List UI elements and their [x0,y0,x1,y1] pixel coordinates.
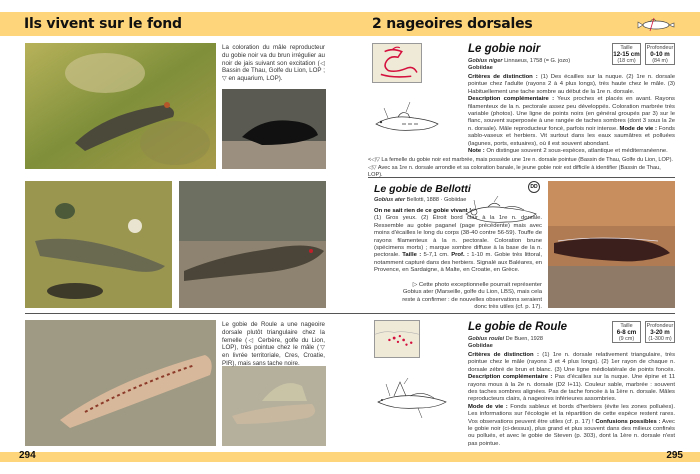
depth-label: Profondeur [646,323,674,329]
habitat-text: Fonds sableux et bords d'herbiers (évite les zones polluées). Les informations sur l'écologie et la répartition de cette espèce restent rares. Vos observations peuvent être utiles (cf. p. 17) ! [468,403,675,425]
section-title-right: 2 nageoires dorsales [372,16,533,32]
depth-box-gobie-roule [645,321,675,343]
caption-gobie-noir-coloration: La coloration du mâle reproducteur du gobie noir va du brun irrégulier au noir de jais suivant son excitation (◁ Bassin de Thau, Golfe du Lion, LOP ; ▽ en aquarium, LOP). [222,44,325,83]
size-value: 12-15 cm [613,50,640,58]
gobie-bellotti-photo [548,181,675,308]
habitat-text: Gobie très littoral, notamment capturé dans des herbiers. Signalé aux Baléares, en Provence, en Sardaigne, à Malte, en Croatie, en Grèce. [374,252,542,274]
species-title-gobie-noir: Le gobie noir [468,43,541,55]
family-gobie-noir: Gobiidae [468,65,493,71]
habitat-label: Mode de vie : [468,403,508,410]
gobie-noir-main-photo [25,43,216,169]
gobie-noir-juvenile-photo [179,181,326,308]
description-label: Description complémentaire : [468,374,553,381]
species-scientific-gobie-noir [468,58,570,65]
body-gobie-noir [468,74,675,155]
species-scientific-gobie-bellotti [374,197,466,204]
author: Bellotti, 1888 · Gobiidae [406,197,467,203]
drawing-gobie-roule [374,378,450,420]
size-box-gobie-roule [612,321,641,343]
intro-text: On ne sait rien de ce gobie vivant ! [374,208,472,214]
size-label: Taille [620,323,633,329]
photo-caption-gobie-bellotti: ▷ Cette photo exceptionnelle pourrait représenter Gobius ater (Marseille, golfe du Lion, LBS), mais cela reste à confirmer : de nouvelles observations seraient donc très utiles (cf. p. 17). [402,282,542,311]
description-text: Pas d'écailles sur la nuque. Une épine et 11 rayons mous à la 2e n. dorsale (D2 I+11). Couleur sable, marbrée : souvent des taches sombres alignées. Pas de tache foncée à la 1ère n. dorsale. Mâles reproducteurs clairs, à nageoires inférieures assombries. [468,374,675,403]
caption-gobie-roule-dorsale: Le gobie de Roule a une nageoire dorsale plutôt triangulaire chez la femelle (◁ Cerbère, golfe du Lion, LOP), très pointue chez le mâle (▽ en livrée territoriale, Cres, Croatie, PIR), mais sans tache noire. [222,321,325,367]
fish-pictogram-icon [636,16,676,32]
depth-value: 0-10 m [650,50,670,58]
range-map-gobie-roule [374,320,420,358]
gobie-noir-dark-photo [222,89,326,169]
gobie-roule-male-photo [222,366,326,446]
description-label: Description complémentaire : [468,96,555,103]
species-title-gobie-bellotti: Le gobie de Bellotti [374,183,471,195]
page-number-left: 294 [19,450,36,461]
species-title-gobie-roule: Le gobie de Roule [468,321,568,333]
photo-caption-gobie-noir-female: <◁▽ La femelle du gobie noir est marbrée, mais possède une 1re n. dorsale pointue (Bassin de Thau, Golfe du Lion, LOP). [368,157,673,163]
header-band-left [0,12,350,36]
size-max: (9 cm) [618,336,635,343]
depth-label: Profondeur [646,45,674,51]
note-text: On distingue souvent 2 sous-espèces, atlantique et méditerranéenne. [486,148,668,155]
description-text: Yeux proches et placés en avant. Rayons filamenteux de la n. pectorale assez peu développés. Coloration marbrée très variable (photos). Une ligne de points noirs (en général groupés par 3) sur le flanc, souvent superposée à une rangée de taches sombres (dont 3 sous la 2e n. dorsale). Mâle reproducteur foncé, parfois noir intense. [468,96,675,132]
confusion-text: Avec le gobie noir (ci-dessus), plus grand et plus souvent dans des milieux confinés ou pollués, et avec le gobie de Steven (p. 303), dont la 1ère n. dorsale n'est pas pointue. [468,418,675,447]
criteria-text: (1) 1re n. dorsale relativement triangulaire, très pointue chez le mâle (rayons 3 et 4 plus longs). (2) 1er rayon de chaque n. dorsale zébré de brun et blanc. (3) Une ligne médiolatérale de points foncés. [468,352,676,373]
scientific-name: Gobius roulei [468,336,505,342]
size-max: (18 cm) [617,58,636,65]
header-band-right [350,12,700,36]
photo-caption-gobie-noir-juvenile: ◁▽ Avec sa 1re n. dorsale arrondie et sa coloration banale, le jeune gobie noir est difficile à identifier (Bassin de Thau, LOP). [368,165,661,179]
description-text: (1) Gros yeux. (2) Étroit bord clair à la 1re n. dorsale. Ressemble au gobie paganel (page précédente) mais avec moins d'écailles le long du corps (38-40 contre 56-59). Touffe de rayons filamenteux à la n. pectorale. Coloration brune (spécimens morts) ; marque sombre diffuse à la base de la n. pectorale. [374,215,542,259]
size-label: Taille : [402,252,422,259]
depth-value: 3-20 m [650,328,670,336]
depth-label: Prof. : [451,252,469,259]
criteria-text: (1) Des écailles sur la nuque. (2) 1re n. dorsale pointue chez l'adulte (rayons 2 à 4 plus longs), très haute chez le mâle. (3) Habituellement une tache sombre au début de la 1re n. dorsale. [468,74,676,95]
scientific-name: Gobius ater [374,197,406,203]
author: Linnaeus, 1758 (= G. jozo) [504,58,571,64]
divider-top [25,313,675,314]
criteria-label: Critères de distinction : [468,352,539,358]
drawing-gobie-noir [372,100,442,140]
depth-value: 1-10 m. [471,252,492,259]
species-scientific-gobie-roule [468,336,543,343]
status-badge-dd: DD [528,181,540,193]
size-box-gobie-noir [612,43,641,65]
habitat-text: Fonds sablo-vaseux et herbiers. Vit surtout dans les eaux saumâtres et polluées (lagunes, ports, estuaires), où il est souvent abondant. [468,125,675,147]
range-map-gobie-noir [372,43,422,83]
confusion-label: Confusions possibles : [595,418,661,425]
size-value: 6-8 cm [616,328,637,336]
page-number-right: 295 [666,450,683,461]
section-title-left: Ils vivent sur le fond [24,16,182,32]
size-label: Taille [620,45,633,51]
author: De Buen, 1928 [505,336,543,342]
scientific-name: Gobius niger [468,58,503,64]
depth-box-gobie-noir [645,43,675,65]
family-gobie-roule: Gobiidae [468,343,493,349]
depth-max: (84 m) [652,58,668,65]
body-gobie-bellotti [374,208,542,275]
gobie-noir-female-photo [25,181,172,308]
criteria-label: Critères de distinction : [468,74,538,80]
size-value: 5-7,1 cm. [423,252,449,259]
note-label: Note : [468,148,485,155]
habitat-label: Mode de vie : [619,125,657,132]
body-gobie-roule [468,352,675,448]
depth-max: (1-300 m) [648,336,672,343]
footer-band [0,452,700,462]
gobie-roule-female-photo [25,320,216,446]
